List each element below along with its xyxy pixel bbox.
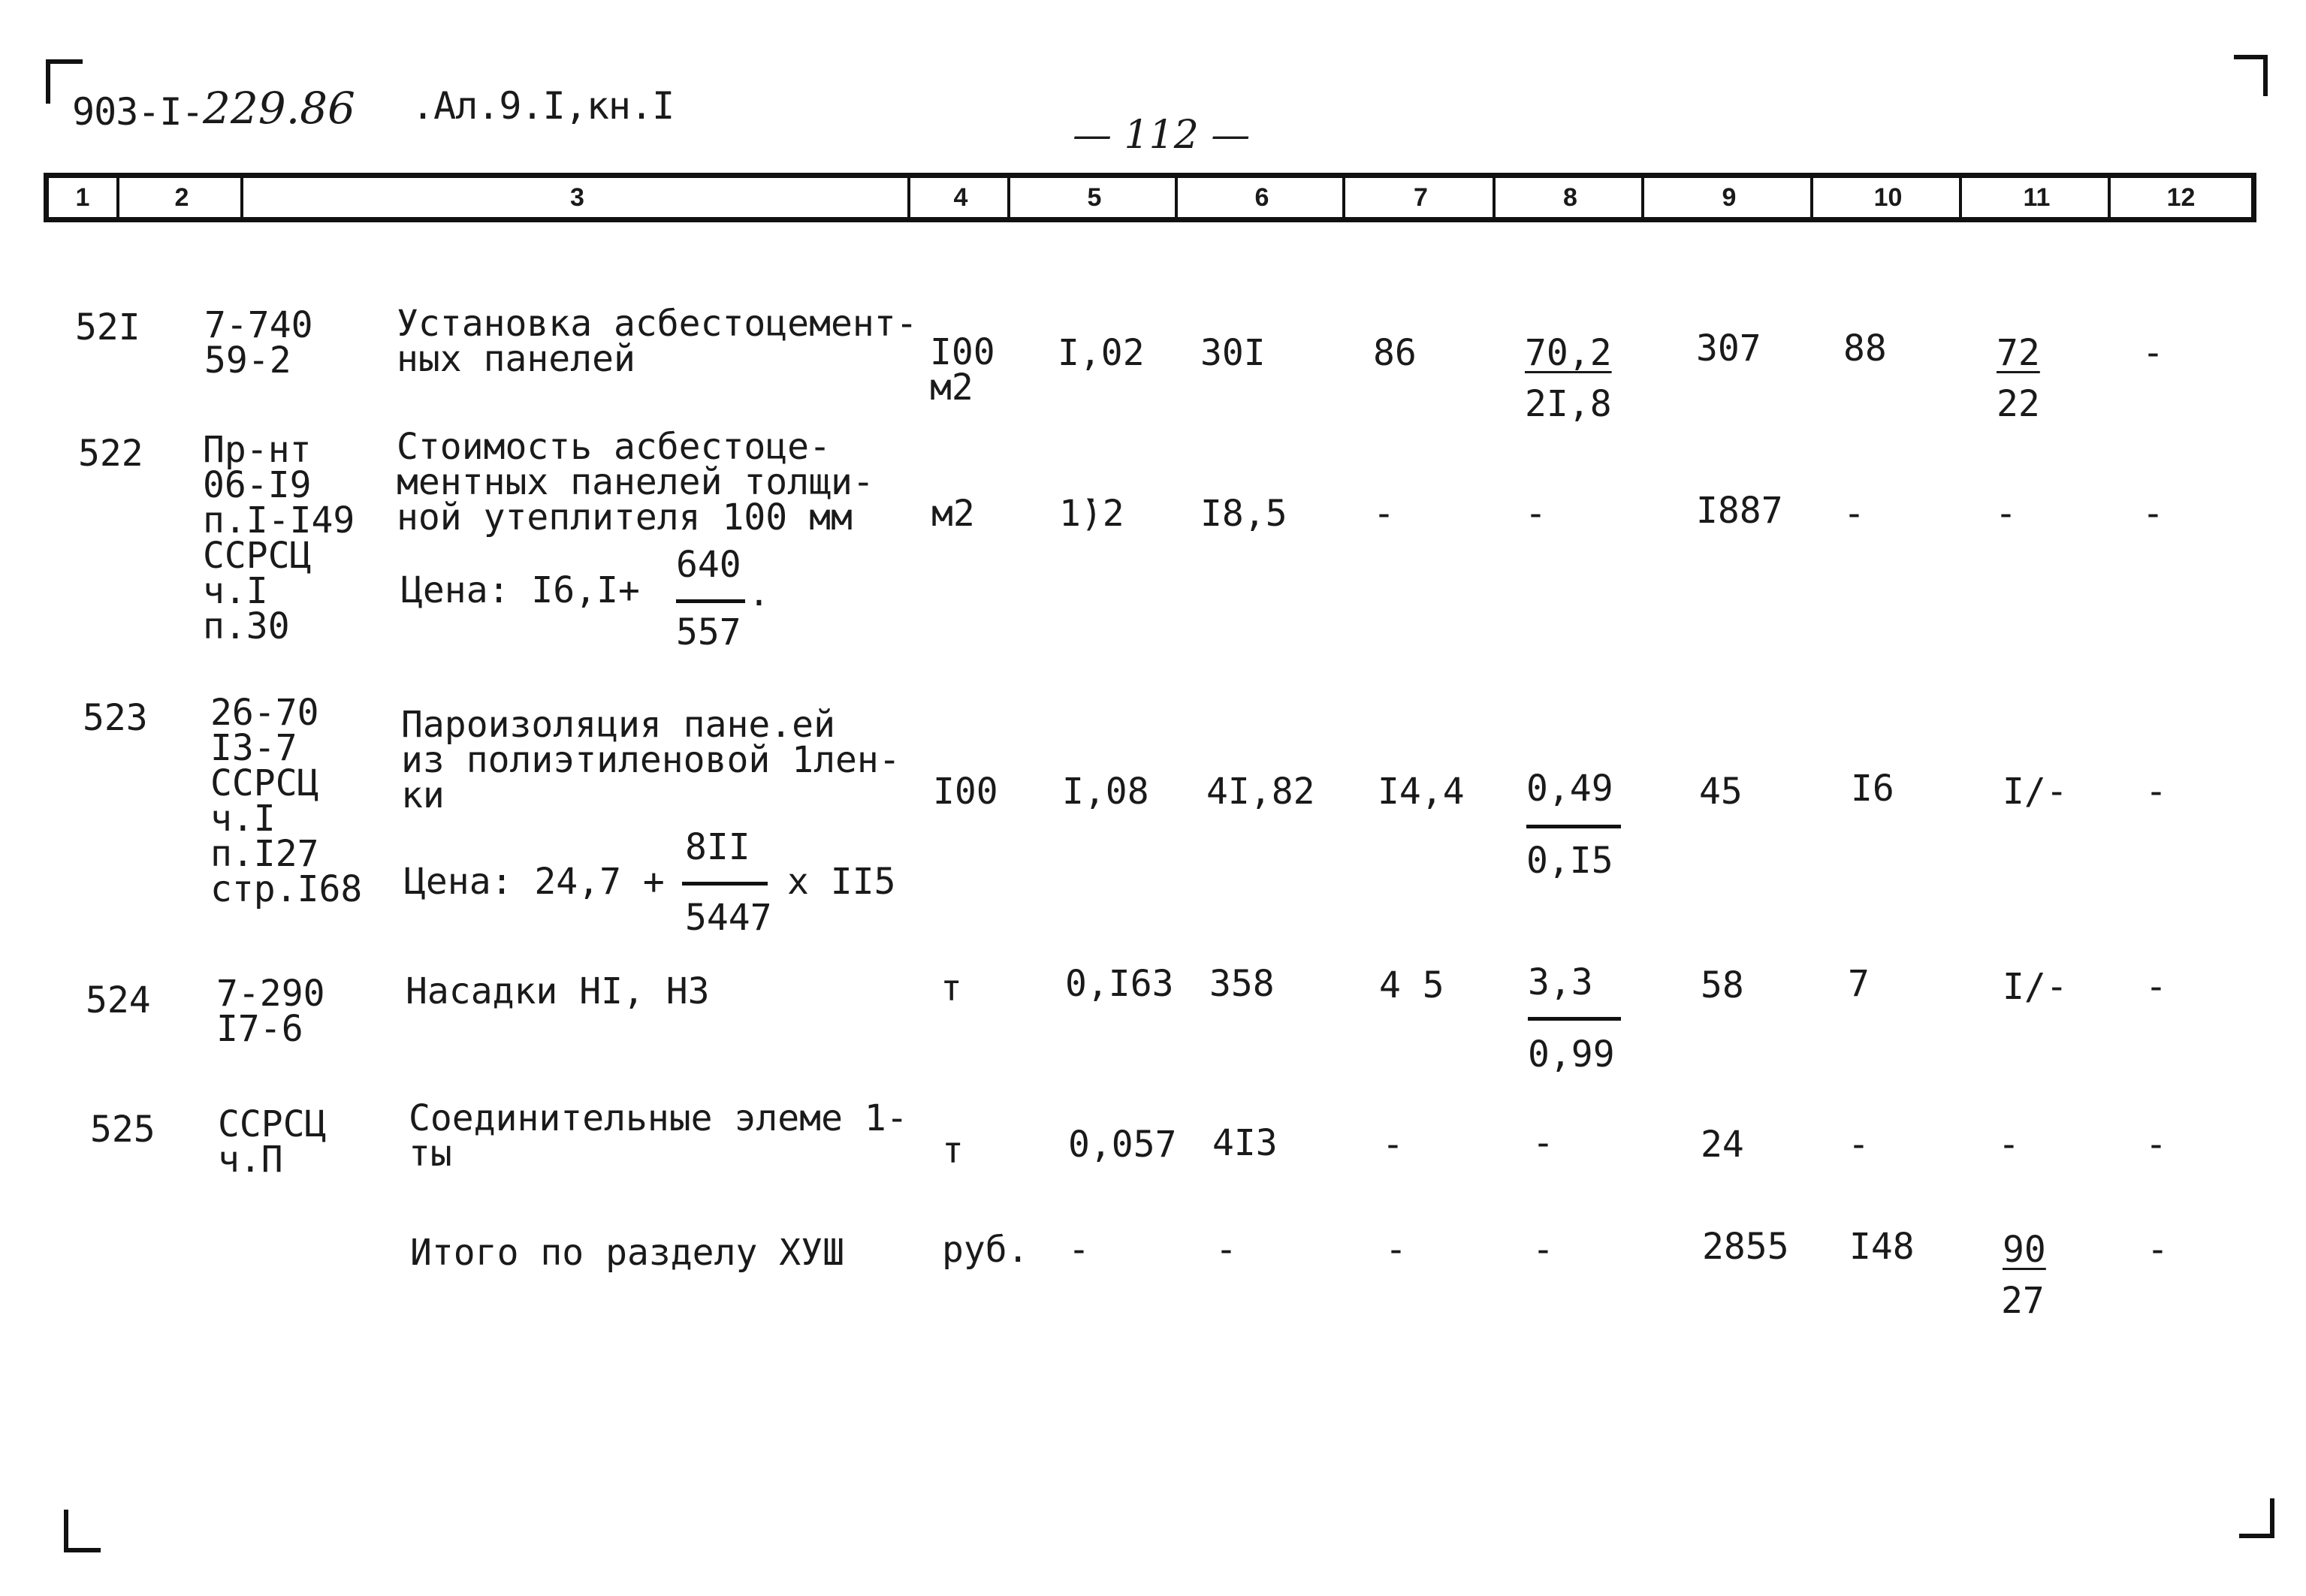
- col9-value: 58: [1701, 964, 1744, 1006]
- col12-value: -: [2142, 493, 2164, 535]
- col-num-5: 5: [1007, 178, 1179, 217]
- fraction-bar: [682, 882, 768, 885]
- price-denominator: 5447: [685, 897, 772, 939]
- col8-value-top: 70,2: [1525, 332, 1612, 374]
- unit: I00 м2: [930, 331, 995, 409]
- col-num-1: 1: [75, 183, 90, 212]
- quantity: 0,057: [1068, 1124, 1177, 1166]
- col8-fraction: [1526, 768, 1624, 883]
- col9-value: I887: [1696, 490, 1783, 532]
- work-name: Пароизоляция пане.ей из полиэтиленовой 1лен- ки: [401, 704, 901, 817]
- col11-value-bottom: 27: [2001, 1280, 2045, 1322]
- col8-value-bottom: 0,99: [1528, 1033, 1615, 1076]
- row-number: 523: [83, 697, 148, 739]
- fraction-bar: [1528, 1017, 1621, 1021]
- price-fraction: [682, 826, 775, 940]
- col11-value: I/-: [2003, 771, 2068, 813]
- quantity: I,02: [1058, 332, 1145, 374]
- crop-mark-bottom-right: [2235, 1498, 2280, 1543]
- col-num-3: 3: [240, 178, 911, 217]
- col12-value: -: [2142, 332, 2164, 374]
- col7-value: -: [1382, 1124, 1404, 1166]
- col11-value: -: [1995, 493, 2017, 535]
- col8-fraction: [1528, 961, 1625, 1077]
- col8-value-bottom: 2I,8: [1525, 383, 1612, 425]
- col11-value: I/-: [2003, 966, 2068, 1008]
- col12-value: -: [2147, 1229, 2169, 1271]
- col6-value: -: [1215, 1229, 1237, 1271]
- col9-value: 45: [1699, 771, 1743, 813]
- quantity: I,08: [1062, 771, 1149, 813]
- col9-value: 2855: [1702, 1226, 1789, 1268]
- doc-code-handwritten: 229.86: [203, 83, 355, 134]
- col6-value: I8,5: [1200, 493, 1287, 535]
- price-numerator: 8II: [685, 826, 750, 868]
- col-num-11: 11: [1959, 178, 2111, 217]
- quantity: 1̇)2: [1059, 493, 1124, 535]
- row-number: 524: [86, 979, 151, 1021]
- col9-value: 307: [1696, 327, 1761, 370]
- col12-value: -: [2145, 1124, 2167, 1166]
- col-num-6: 6: [1175, 178, 1346, 217]
- col7-value: 4 5: [1379, 964, 1444, 1006]
- crop-mark-top-right: [2231, 54, 2276, 99]
- unit: т: [942, 1130, 964, 1172]
- col-num-7: 7: [1342, 178, 1496, 217]
- col10-value: 7: [1848, 963, 1870, 1005]
- col8-value-top: 3,3: [1528, 961, 1593, 1003]
- price-denominator: 557: [676, 611, 741, 653]
- work-name: Соединительные элеме 1- ты: [409, 1097, 908, 1175]
- col7-value: I4,4: [1378, 771, 1465, 813]
- col-num-8: 8: [1493, 178, 1645, 217]
- col-num-4: 4: [907, 178, 1011, 217]
- price-fraction: [676, 544, 750, 653]
- fraction-bar: [1526, 825, 1621, 828]
- crop-mark-bottom-left: [63, 1510, 108, 1555]
- total-unit: руб.: [942, 1229, 1029, 1271]
- col8-value: -: [1532, 1229, 1554, 1271]
- quantity: 0,I63: [1065, 963, 1174, 1005]
- col8-value-top: 0,49: [1526, 768, 1613, 810]
- norm-code: 7-740 59-2: [204, 304, 313, 382]
- column-number-header: [44, 173, 2256, 222]
- work-name: Установка асбестоцемент- ных панелей: [397, 303, 918, 381]
- norm-code: 26-70 I3-7 ССРСЦ ч.I п.I27 стр.I68: [210, 692, 363, 911]
- row-number: 522: [78, 433, 143, 475]
- col-num-2: 2: [116, 178, 244, 217]
- col12-value: -: [2145, 771, 2167, 813]
- price-label: Цена: 24,7 +: [404, 861, 665, 903]
- col10-value: -: [1848, 1124, 1870, 1166]
- col-num-10: 10: [1810, 178, 1963, 217]
- album-reference: .Ал.9.I,кн.I: [412, 84, 675, 128]
- fraction-bar: [676, 599, 745, 603]
- norm-code: Пр-нт 06-I9 п.I-I49 ССРСЦ ч.I п.30: [203, 429, 355, 648]
- unit: м2: [931, 493, 975, 535]
- col8-value: -: [1532, 1122, 1554, 1164]
- col6-value: 4I3: [1212, 1122, 1278, 1164]
- page-number: — 112 —: [1073, 113, 1251, 158]
- col10-value: -: [1843, 493, 1865, 535]
- col7-value: -: [1373, 493, 1395, 535]
- col11-value: -: [1998, 1124, 2020, 1166]
- col10-value: I48: [1849, 1226, 1915, 1268]
- col8-value: -: [1525, 493, 1547, 535]
- col-num-9: 9: [1641, 178, 1814, 217]
- norm-code: ССРСЦ ч.П: [218, 1103, 327, 1181]
- col11-value-bottom: 22: [1997, 383, 2040, 425]
- row-number: 525: [90, 1109, 155, 1151]
- work-name: Насадки HI, H3: [406, 970, 710, 1012]
- col7-value: -: [1385, 1229, 1407, 1271]
- col6-value: 30I: [1200, 332, 1266, 374]
- col5-value: -: [1068, 1229, 1090, 1271]
- col11-value-top: 90: [2003, 1229, 2046, 1271]
- unit: I00: [933, 771, 998, 813]
- col9-value: 24: [1701, 1124, 1744, 1166]
- doc-code-prefix: 903-I-: [72, 90, 204, 134]
- col10-value: 88: [1843, 327, 1887, 370]
- price-numerator: 640: [676, 544, 741, 586]
- col7-value: 86: [1373, 332, 1417, 374]
- col8-value-bottom: 0,I5: [1526, 840, 1613, 882]
- norm-code: 7-290 I7-6: [216, 973, 325, 1051]
- total-label: Итого по разделу ХУШ: [410, 1232, 844, 1274]
- price-label: Цена: I6,I+: [401, 569, 640, 611]
- col11-value-top: 72: [1997, 332, 2040, 374]
- price-tail: .: [748, 572, 770, 614]
- col-num-12: 12: [2108, 178, 2251, 217]
- work-name: Стоимость асбестоце- ментных панелей толщи- ной утеплителя 100 мм: [397, 426, 874, 539]
- col12-value: -: [2145, 966, 2167, 1008]
- unit: т: [940, 967, 962, 1009]
- price-tail: x II5: [787, 861, 896, 903]
- col6-value: 4I,82: [1206, 771, 1315, 813]
- col6-value: 358: [1209, 963, 1275, 1005]
- row-number: 52I: [75, 306, 140, 348]
- col10-value: I6: [1851, 768, 1894, 810]
